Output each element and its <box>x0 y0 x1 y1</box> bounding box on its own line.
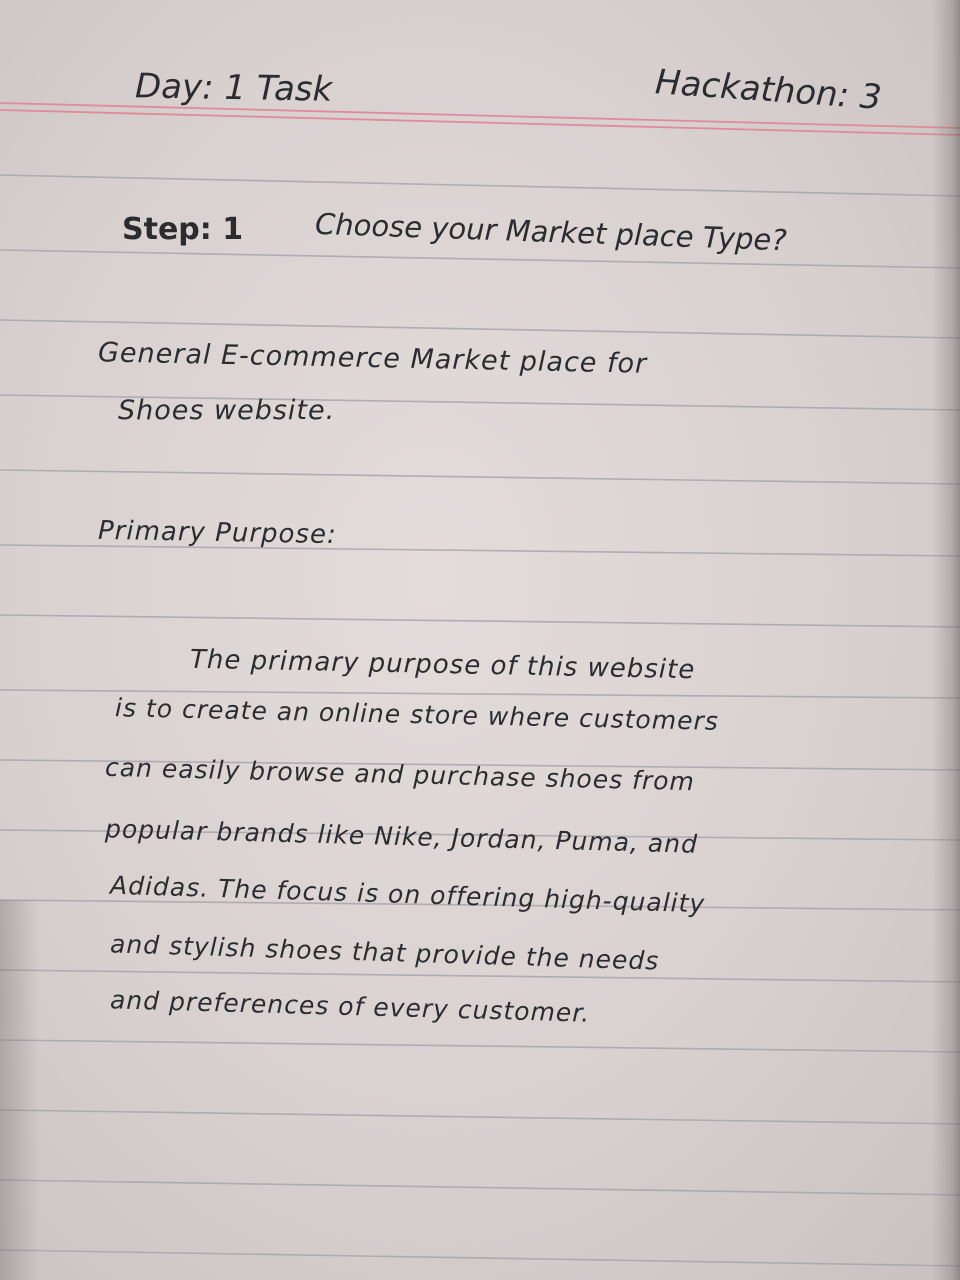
ruled-line <box>0 1110 960 1124</box>
marketplace-line-1: General E-commerce Market place for <box>97 337 648 380</box>
ruled-line <box>0 320 960 338</box>
step-question: Choose your Market place Type? <box>314 206 788 258</box>
purpose-line-7: and preferences of every customer. <box>109 985 591 1028</box>
ruled-line <box>0 615 960 627</box>
purpose-line-3: can easily browse and purchase shoes from <box>104 752 696 797</box>
marketplace-line-2: Shoes website. <box>118 395 336 426</box>
purpose-line-4: popular brands like Nike, Jordan, Puma, and <box>104 814 699 859</box>
page-edge-shadow <box>932 0 960 1280</box>
purpose-line-5: Adidas. The focus is on offering high-quality <box>109 870 706 919</box>
ruled-line <box>0 1180 960 1195</box>
purpose-line-6: and stylish shoes that provide the needs <box>109 929 660 976</box>
ruled-line <box>0 470 960 484</box>
ruled-line <box>0 250 960 268</box>
ruled-line <box>0 970 960 982</box>
ruled-line <box>0 175 960 196</box>
ruled-line <box>0 1040 960 1052</box>
margin-line <box>0 110 960 135</box>
primary-purpose-heading: Primary Purpose: <box>97 515 338 551</box>
hackathon-title: Hackathon: 3 <box>653 62 883 118</box>
ruled-line <box>0 1250 960 1266</box>
step-label: Step: 1 <box>122 212 244 247</box>
page-corner-shadow <box>0 900 40 1280</box>
purpose-line-1: The primary purpose of this website <box>189 644 696 686</box>
purpose-line-2: is to create an online store where customers <box>114 693 720 736</box>
day-task-title: Day: 1 Task <box>134 66 333 110</box>
